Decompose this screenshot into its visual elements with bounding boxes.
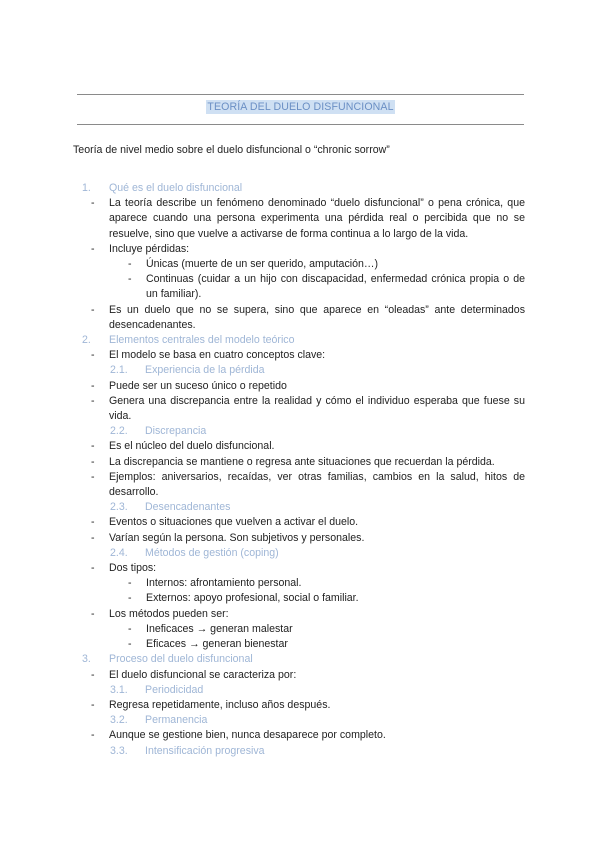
bullet-dash: -	[91, 303, 95, 316]
bullet-text: Ejemplos: aniversarios, recaídas, ver otras familias, cambios en la salud, hitos de desarrollo.	[109, 470, 525, 499]
bullet-text: Aunque se gestione bien, nunca desaparece por completo.	[109, 729, 386, 742]
section-number: 3.	[82, 653, 91, 666]
bullet-text: Incluye pérdidas:	[109, 242, 190, 255]
subsection-heading	[0, 363, 600, 378]
subsection-heading	[0, 546, 600, 561]
bullet-item	[0, 394, 600, 424]
section-title: Proceso del duelo disfuncional	[109, 653, 253, 666]
bullet-dash: -	[128, 638, 132, 651]
bullet-text: Los métodos pueden ser:	[109, 607, 229, 620]
subsection-title: Experiencia de la pérdida	[145, 364, 265, 377]
bullet-item	[0, 303, 600, 333]
bullet-text: Es un duelo que no se supera, sino que aparece en “oleadas” ante determinados desencadenantes.	[109, 303, 525, 331]
intro-paragraph: Teoría de nivel medio sobre el duelo disfuncional o “chronic sorrow”	[73, 144, 390, 156]
bullet-text: Internos: afrontamiento personal.	[146, 577, 302, 590]
subsection-heading	[0, 683, 600, 698]
subsection-title: Desencadenantes	[145, 501, 231, 514]
bullet-dash: -	[128, 258, 132, 271]
subsection-heading	[0, 500, 600, 515]
bullet-text: El modelo se basa en cuatro conceptos clave:	[109, 349, 326, 362]
subsection-number: 3.2.	[110, 714, 128, 727]
subsection-title: Métodos de gestión (coping)	[145, 546, 279, 559]
subsection-number: 2.4.	[110, 546, 128, 559]
bullet-dash: -	[128, 622, 132, 635]
bullet-text: Externos: apoyo profesional, social o familiar.	[146, 592, 359, 605]
bullet-item	[0, 242, 600, 257]
section-number: 2.	[82, 334, 91, 347]
bullet-dash: -	[91, 470, 95, 483]
bullet-text: El duelo disfuncional se caracteriza por:	[109, 668, 297, 681]
bullet-dash: -	[91, 394, 95, 407]
sub-bullet-item	[0, 272, 600, 302]
bullet-dash: -	[91, 668, 95, 681]
bullet-dash: -	[91, 562, 95, 575]
bullet-item	[0, 379, 600, 394]
bullet-dash: -	[91, 349, 95, 362]
bullet-text: Puede ser un suceso único o repetido	[109, 379, 287, 392]
subsection-title: Intensificación progresiva	[145, 744, 265, 757]
document-body	[0, 181, 600, 759]
bullet-text: Eventos o situaciones que vuelven a activar el duelo.	[109, 516, 359, 529]
sub-bullet-item	[0, 591, 600, 606]
bullet-dash: -	[91, 698, 95, 711]
subsection-title: Permanencia	[145, 714, 208, 727]
bullet-item	[0, 455, 600, 470]
subsection-number: 3.3.	[110, 744, 128, 757]
title-block	[77, 100, 524, 114]
subsection-heading	[0, 744, 600, 759]
bullet-dash: -	[128, 577, 132, 590]
bullet-text: Eficaces → generan bienestar	[146, 638, 288, 651]
bullet-dash: -	[128, 273, 132, 286]
subsection-number: 2.1.	[110, 364, 128, 377]
sub-bullet-item	[0, 637, 600, 652]
bullet-text: Continuas (cuidar a un hijo con discapacidad, enfermedad crónica propia o de un familiar).	[146, 273, 525, 301]
subsection-number: 2.3.	[110, 501, 128, 514]
subsection-title: Discrepancia	[145, 425, 207, 438]
title-rule-bottom	[77, 124, 524, 125]
subsection-number: 2.2.	[110, 425, 128, 438]
bullet-text: La teoría describe un fenómeno denominado “duelo disfuncional” o pena crónica, que aparece cuando una persona experimenta una pérdida real o percibida que no se resuelve, sino que vuelve a activarse de forma continua a lo largo de la vida.	[109, 197, 525, 240]
bullet-item	[0, 470, 600, 500]
bullet-dash: -	[91, 440, 95, 453]
sub-bullet-item	[0, 257, 600, 272]
subsection-heading	[0, 424, 600, 439]
section-heading	[0, 333, 600, 348]
bullet-item	[0, 439, 600, 454]
subsection-number: 3.1.	[110, 683, 128, 696]
sub-bullet-item	[0, 576, 600, 591]
bullet-dash: -	[91, 242, 95, 255]
bullet-item	[0, 531, 600, 546]
title-rule-top	[77, 94, 524, 95]
bullet-dash: -	[91, 455, 95, 468]
bullet-text: Únicas (muerte de un ser querido, amputación…)	[146, 258, 378, 271]
bullet-text: Ineficaces → generan malestar	[146, 622, 293, 635]
subsection-heading	[0, 713, 600, 728]
bullet-item	[0, 561, 600, 576]
document-title: TEORÍA DEL DUELO DISFUNCIONAL	[207, 101, 394, 113]
bullet-item	[0, 698, 600, 713]
section-number: 1.	[82, 182, 91, 194]
bullet-item	[0, 607, 600, 622]
bullet-dash: -	[91, 379, 95, 392]
bullet-text: Genera una discrepancia entre la realidad y cómo el individuo esperaba que fuese su vida.	[109, 394, 525, 423]
section-heading	[0, 181, 600, 196]
bullet-item	[0, 196, 600, 242]
bullet-dash: -	[128, 592, 132, 605]
section-title: Elementos centrales del modelo teórico	[109, 334, 295, 347]
bullet-dash: -	[91, 531, 95, 544]
bullet-text: Varían según la persona. Son subjetivos y personales.	[109, 531, 365, 544]
bullet-text: Dos tipos:	[109, 562, 157, 575]
bullet-item	[0, 348, 600, 363]
subsection-title: Periodicidad	[145, 683, 204, 696]
bullet-text: Regresa repetidamente, incluso años después.	[109, 698, 331, 711]
bullet-text: Es el núcleo del duelo disfuncional.	[109, 440, 275, 453]
bullet-dash: -	[91, 607, 95, 620]
section-heading	[0, 652, 600, 667]
bullet-item	[0, 668, 600, 683]
bullet-dash: -	[91, 197, 95, 210]
bullet-item	[0, 515, 600, 530]
bullet-item	[0, 728, 600, 743]
sub-bullet-item	[0, 622, 600, 637]
bullet-text: La discrepancia se mantiene o regresa ante situaciones que recuerdan la pérdida.	[109, 455, 495, 468]
bullet-dash: -	[91, 516, 95, 529]
section-title: Qué es el duelo disfuncional	[109, 182, 243, 194]
bullet-dash: -	[91, 729, 95, 742]
